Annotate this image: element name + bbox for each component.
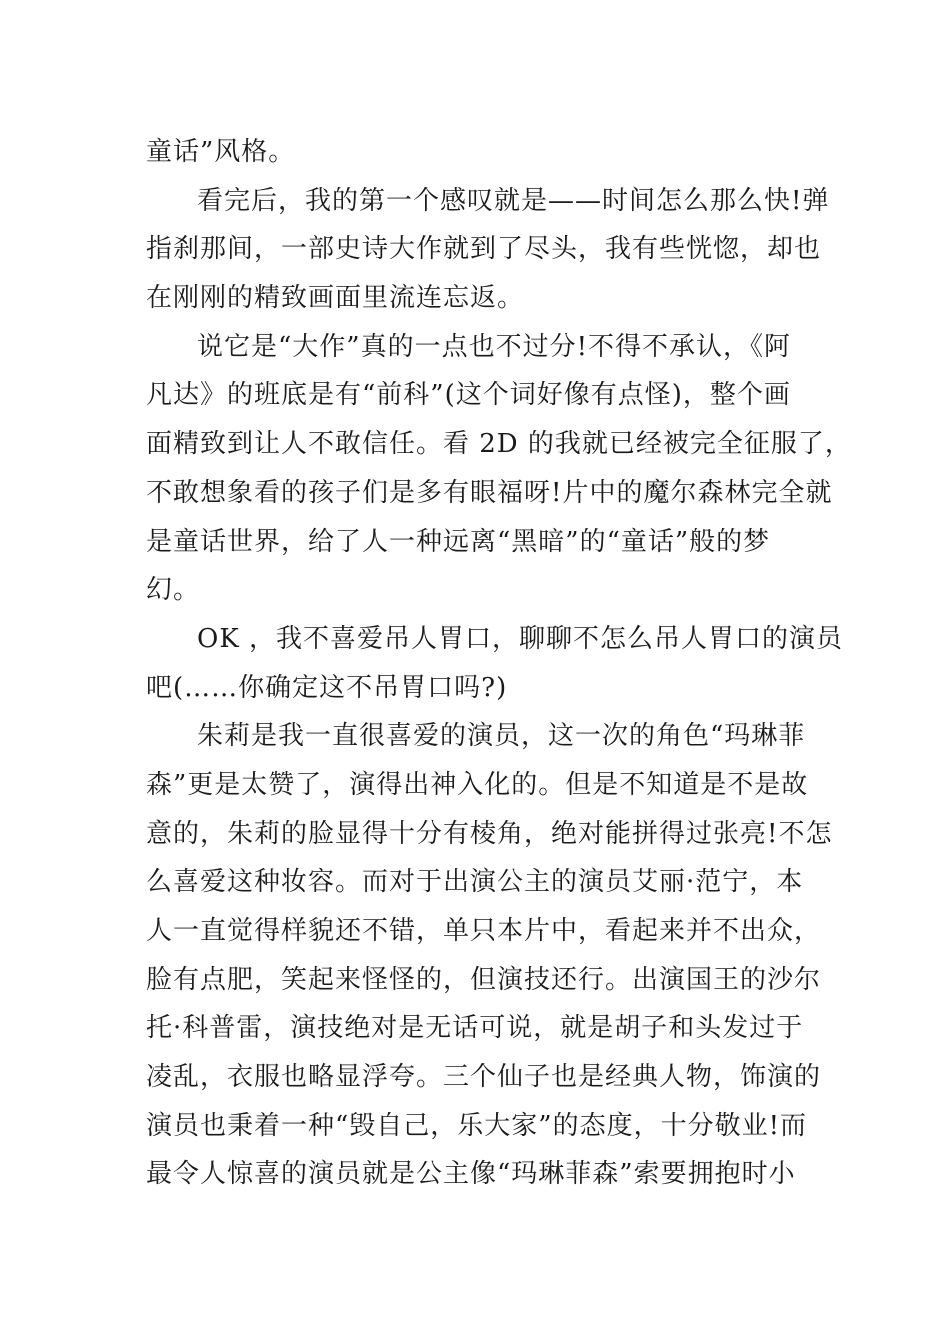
text-line: 幻。: [146, 575, 201, 606]
text-line: 意的，朱莉的脸显得十分有棱角，绝对能拼得过张亮!不怎: [146, 818, 833, 849]
article-body: [146, 128, 852, 1199]
text-line: 在刚刚的精致画面里流连忘返。: [146, 283, 525, 314]
text-line: 童话”风格。: [146, 137, 296, 167]
text-line: 人一直觉得样貌还不错，单只本片中，看起来并不出众，: [146, 916, 822, 946]
text-line: 是童话世界，给了人一种远离“黑暗”的“童话”般的梦: [146, 526, 771, 557]
text-line: 凌乱，衣服也略显浮夸。三个仙子也是经典人物，饰演的: [146, 1062, 822, 1093]
paragraph-first-line: OK ，我不喜爱吊人胃口，聊聊不怎么吊人胃口的演员: [197, 623, 844, 654]
text-line: 面精致到让人不敢信任。看 2D 的我就已经被完全征服了，: [146, 429, 852, 460]
text-line: 指刹那间，一部史诗大作就到了尽头，我有些恍惚，却也: [146, 234, 822, 265]
paragraph-first-line: 朱莉是我一直很喜爱的演员，这一次的角色“玛琳菲: [197, 721, 806, 752]
paragraph-first-line: 看完后，我的第一个感叹就是——时间怎么那么快!弹: [197, 185, 830, 216]
text-line: 么喜爱这种妆容。而对于出演公主的演员艾丽·范宁，本: [146, 867, 804, 898]
text-line: 凡达》的班底是有“前科”(这个词好像有点怪)，整个画: [146, 380, 791, 411]
text-line: 脸有点肥，笑起来怪怪的，但演技还行。出演国王的沙尔: [146, 964, 822, 995]
text-line: 托·科普雷，演技绝对是无话可说，就是胡子和头发过于: [146, 1013, 804, 1044]
paragraph-first-line: 说它是“大作”真的一点也不过分!不得不承认，《阿: [197, 331, 792, 362]
text-line: 演员也秉着一种“毁自己，乐大家”的态度，十分敬业!而: [146, 1110, 808, 1141]
text-line: 最令人惊喜的演员就是公主像“玛琳菲森”索要拥抱时小: [146, 1159, 796, 1190]
text-line: 吧(……你确定这不吊胃口吗?): [146, 672, 508, 703]
text-line: 森”更是太赞了，演得出神入化的。但是不知道是不是故: [146, 769, 809, 800]
text-line: 不敢想象看的孩子们是多有眼福呀!片中的魔尔森林完全就: [146, 477, 833, 508]
